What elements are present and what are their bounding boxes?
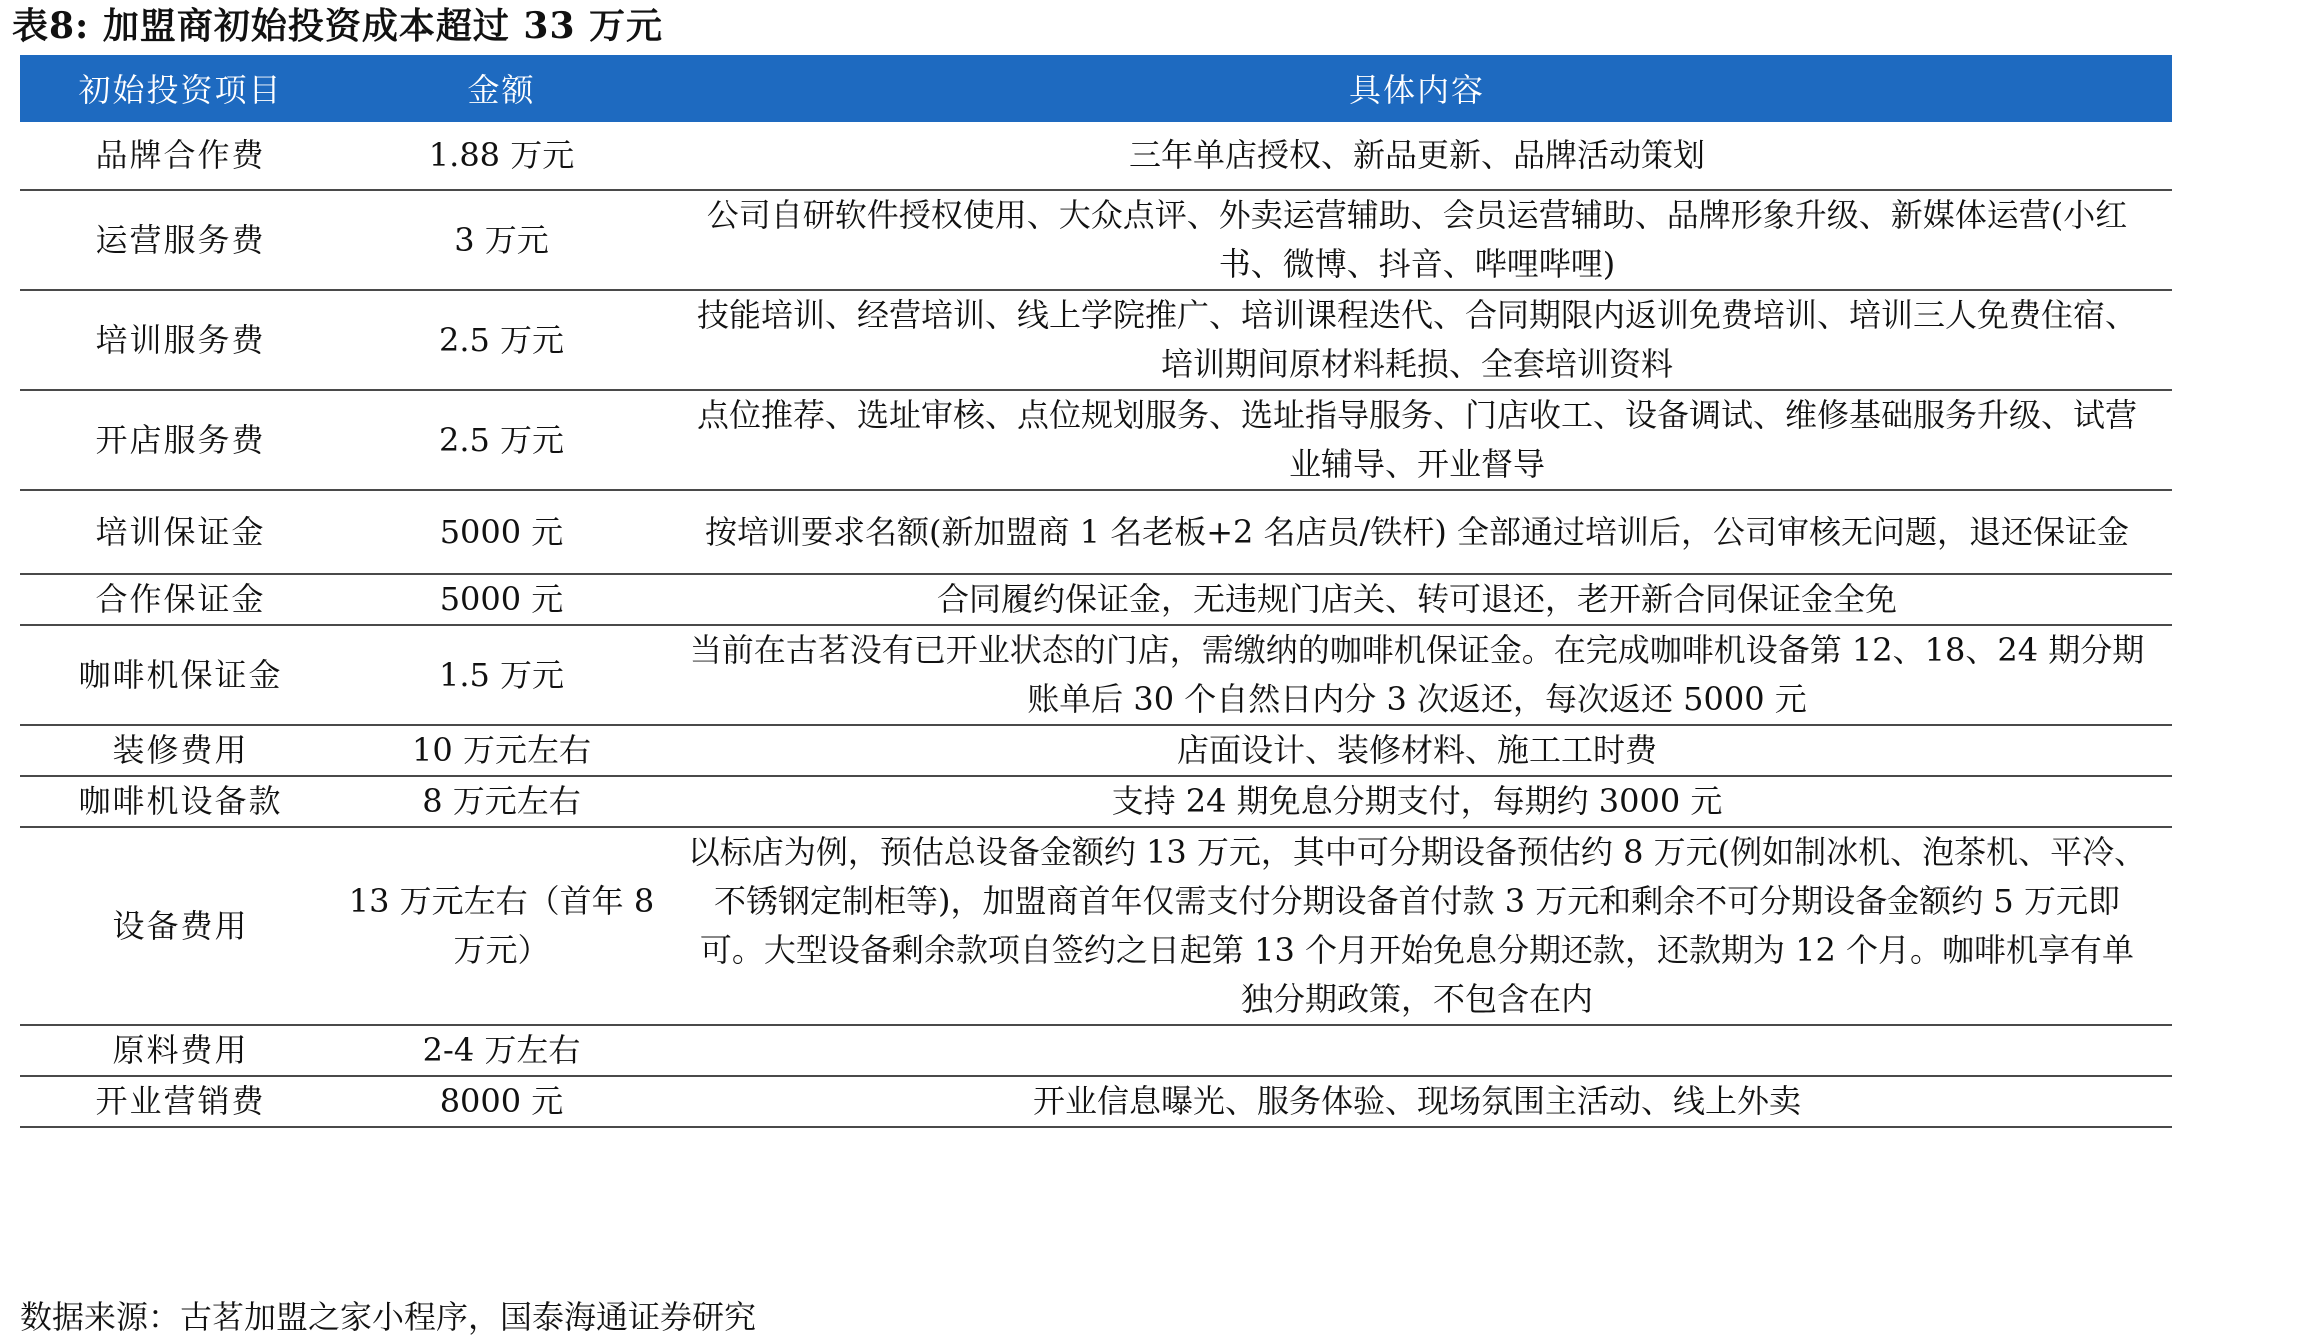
- row-amount: 10 万元左右: [341, 725, 662, 776]
- row-amount: 2-4 万左右: [341, 1025, 662, 1076]
- row-detail: 技能培训、经营培训、线上学院推广、培训课程迭代、合同期限内返训免费培训、培训三人免费住宿、培训期间原材料耗损、全套培训资料: [662, 290, 2172, 390]
- row-amount: 2.5 万元: [341, 390, 662, 490]
- row-amount: 13 万元左右（首年 8 万元）: [341, 827, 662, 1025]
- row-item: 咖啡机设备款: [20, 776, 341, 827]
- row-item: 合作保证金: [20, 574, 341, 625]
- table-row: [20, 776, 2172, 827]
- table-row: [20, 625, 2172, 725]
- row-amount: 3 万元: [341, 190, 662, 290]
- header-item: 初始投资项目: [20, 55, 341, 121]
- row-amount: 5000 元: [341, 490, 662, 574]
- investment-table: [20, 55, 2172, 1128]
- table-row: [20, 121, 2172, 190]
- row-detail: 合同履约保证金，无违规门店关、转可退还，老开新合同保证金全免: [662, 574, 2172, 625]
- row-amount: 2.5 万元: [341, 290, 662, 390]
- row-item: 咖啡机保证金: [20, 625, 341, 725]
- table-row: [20, 1025, 2172, 1076]
- row-detail: [662, 1025, 2172, 1076]
- table-title: 表8: 加盟商初始投资成本超过 33 万元: [12, 5, 664, 47]
- table-row: [20, 190, 2172, 290]
- table-row: [20, 490, 2172, 574]
- row-item: 培训服务费: [20, 290, 341, 390]
- header-row: [20, 55, 2172, 121]
- row-item: 品牌合作费: [20, 121, 341, 190]
- table-row: [20, 574, 2172, 625]
- row-amount: 8 万元左右: [341, 776, 662, 827]
- header-detail: 具体内容: [662, 55, 2172, 121]
- row-detail: 以标店为例，预估总设备金额约 13 万元，其中可分期设备预估约 8 万元(例如制冰机、泡茶机、平冷、不锈钢定制柜等)，加盟商首年仅需支付分期设备首付款 3 万元和剩余不可分期设备金额约 5 万元即可。大型设备剩余款项自签约之日起第 13 个月开始免息分期还款，还款期为 12 个月。咖啡机享有单独分期政策，不包含在内: [662, 827, 2172, 1025]
- table-row: [20, 1076, 2172, 1127]
- table-header: [20, 55, 2172, 121]
- row-item: 原料费用: [20, 1025, 341, 1076]
- row-amount: 1.88 万元: [341, 121, 662, 190]
- row-item: 设备费用: [20, 827, 341, 1025]
- header-amount: 金额: [341, 55, 662, 121]
- row-item: 开业营销费: [20, 1076, 341, 1127]
- row-item: 培训保证金: [20, 490, 341, 574]
- table-row: [20, 390, 2172, 490]
- row-item: 装修费用: [20, 725, 341, 776]
- table-row: [20, 725, 2172, 776]
- row-item: 开店服务费: [20, 390, 341, 490]
- row-detail: 点位推荐、选址审核、点位规划服务、选址指导服务、门店收工、设备调试、维修基础服务升级、试营业辅导、开业督导: [662, 390, 2172, 490]
- row-amount: 5000 元: [341, 574, 662, 625]
- row-detail: 开业信息曝光、服务体验、现场氛围主活动、线上外卖: [662, 1076, 2172, 1127]
- row-detail: 当前在古茗没有已开业状态的门店，需缴纳的咖啡机保证金。在完成咖啡机设备第 12、18、24 期分期账单后 30 个自然日内分 3 次返还，每次返还 5000 元: [662, 625, 2172, 725]
- row-detail: 三年单店授权、新品更新、品牌活动策划: [662, 121, 2172, 190]
- table-body: [20, 121, 2172, 1127]
- source-note: 数据来源：古茗加盟之家小程序，国泰海通证券研究: [20, 1298, 757, 1336]
- row-amount: 8000 元: [341, 1076, 662, 1127]
- table-row: [20, 290, 2172, 390]
- row-detail: 按培训要求名额(新加盟商 1 名老板+2 名店员/铁杆) 全部通过培训后，公司审核无问题，退还保证金: [662, 490, 2172, 574]
- row-item: 运营服务费: [20, 190, 341, 290]
- table-row: [20, 827, 2172, 1025]
- row-amount: 1.5 万元: [341, 625, 662, 725]
- row-detail: 公司自研软件授权使用、大众点评、外卖运营辅助、会员运营辅助、品牌形象升级、新媒体运营(小红书、微博、抖音、哔哩哔哩): [662, 190, 2172, 290]
- row-detail: 店面设计、装修材料、施工工时费: [662, 725, 2172, 776]
- row-detail: 支持 24 期免息分期支付，每期约 3000 元: [662, 776, 2172, 827]
